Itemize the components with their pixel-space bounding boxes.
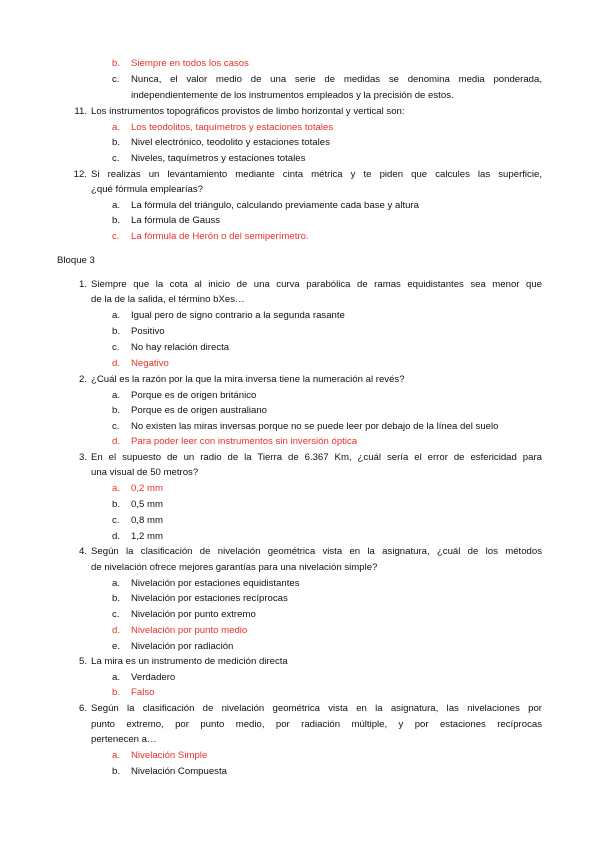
section-title: Bloque 3 <box>57 255 95 266</box>
document-page: b. Siempre en todos los casos c. Nunca, el valor medio de una serie de medidas se denomina media ponderada, independientemente de los instrumentos empleados y la precisión de estos. 11. Los instrumentos topográficos provistos de limbo horizontal y vertical son: a. Los teodolitos, taquímetros y estaciones totales b. Nivel electrónico, teodolito y estaciones totales c. Niveles, taquímetros y estaciones totales 12. Si realizas un levantamiento mediante cinta métrica y te piden que calcules las superficie, ¿qué fórmula emplearías? a. La fórmula del triángulo, calculando previamente cada base y altura b. La fórmula de Gauss c. La fórmula de Herón o del semiperímetro. Bloque 3 1. Siempre que la cota al inicio de una curva parabólica de ramas equidistantes sea menor que de la de la salida, el término bXes… a. Igual pero de signo contrario a la segunda rasante b. Positivo c. No hay relación directa d. Negativo 2. ¿Cuál es la razón por la que la mira inversa tiene la numeración al revés? a. Porque es de origen británico b. Porque es de origen australiano c. No existen las miras inversas porque no se puede leer por debajo de la línea del suelo d. Para poder leer con instrumentos sin inversión óptica 3. En el supuesto de un radio de la Tierra de 6.367 Km, ¿cuál sería el error de esfericidad para una visual de 50 metros? a. 0,2 mm b. 0,5 mm c. 0,8 mm d. 1,2 mm 4. Según la clasificación de nivelación geométrica vista en la asignatura, ¿cuál de los métodos de nivelación ofrece mejores garantías para una nivelación simple? a. Nivelación por estaciones equidistantes b. Nivelación por estaciones recíprocas c. Nivelación por punto extremo d. Nivelación por punto medio e. Nivelación por radiación 5. La mira es un instrumento de medición directa a. Verdadero b. Falso 6. Según la clasificación de nivelación geométrica vista en la asignatura, las nivelaciones por punto extremo, por punto medio, por radiación múltiple, y por estaciones recíprocas pertenecen a… a. Nivelación Simple b. Nivelación Compuesta <box>57 58 542 777</box>
